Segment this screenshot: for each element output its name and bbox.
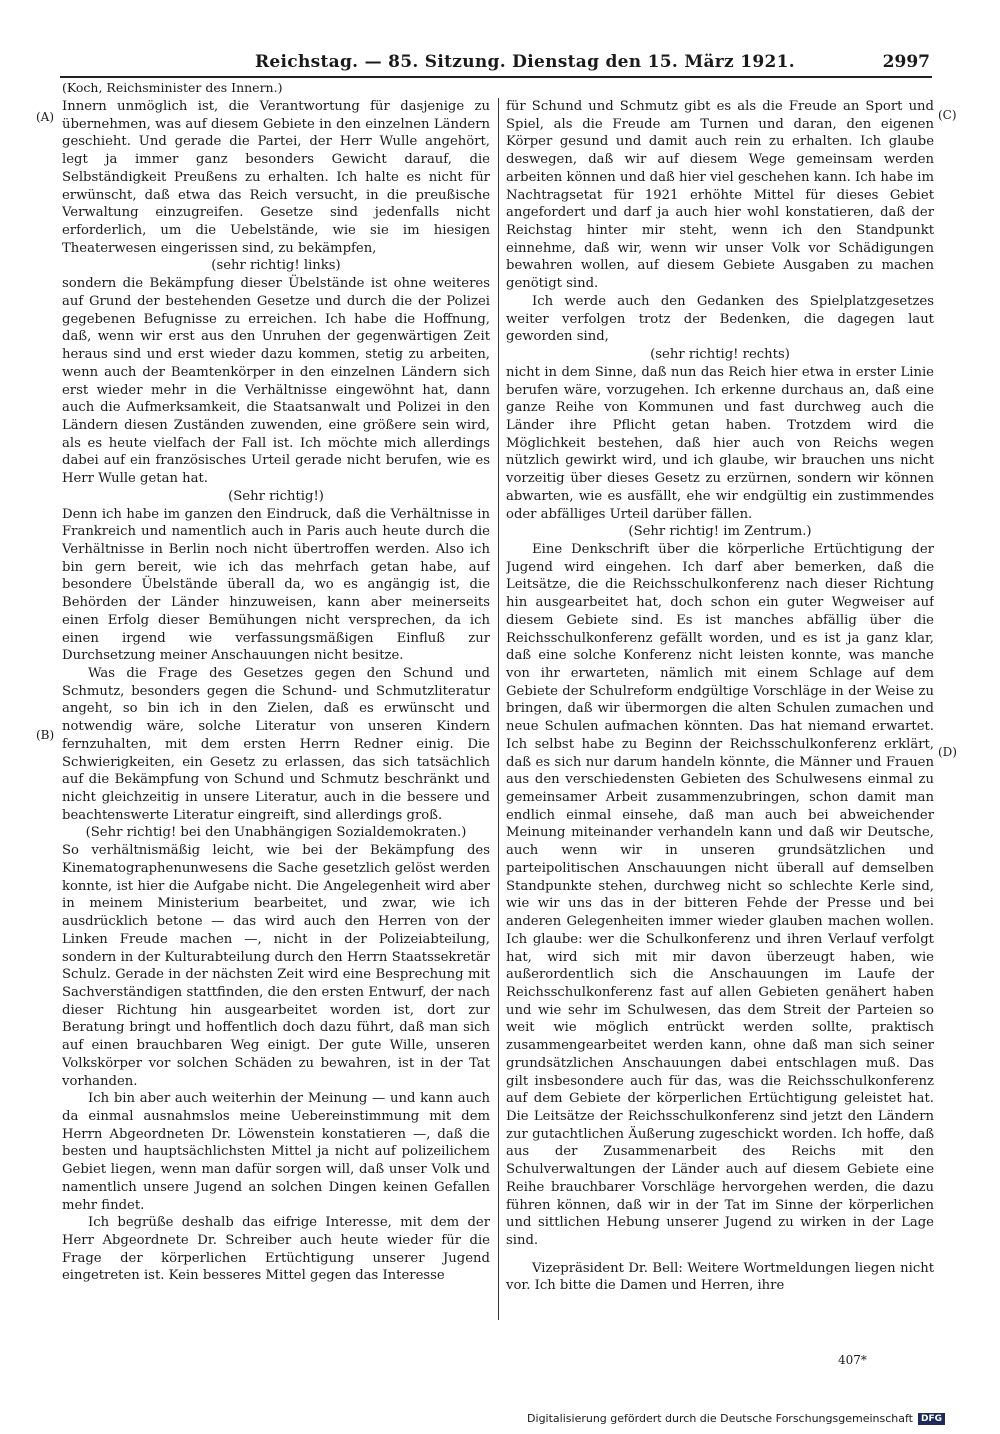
speaker-paragraph: Vizepräsident Dr. Bell: Weitere Wortmeldungen liegen nicht vor. Ich bitte die Damen und Herren, ihre [506, 1260, 934, 1294]
page-header [60, 52, 930, 76]
header-rule [60, 76, 932, 78]
paragraph: nicht in dem Sinne, daß nun das Reich hier etwa in erster Linie berufen wäre, vorzugehen. Ich erkenne durchaus an, daß eine ganze Reihe von Kommunen und fast durchweg auch die Länder ihre Pflicht getan haben. Trotzdem wird die Möglichkeit bestehen, daß hier auch von Reichs wegen nützlich gewirkt wird, und ich glaube, wir brauchen uns nicht vorzeitig über dieses Gesetz zu erzürnen, sondern wir können abwarten, wie es ausfällt, ehe wir endgültig ein zustimmendes oder abfälliges Urteil darüber fällen. [506, 364, 934, 522]
margin-mark-b: (B) [36, 728, 55, 742]
paragraph: für Schund und Schmutz gibt es als die Freude an Sport und Spiel, als die Freude am Turnen und daran, den eigenen Körper gesund und damit auch rein zu erhalten. Ich glaube deswegen, daß wir auf diesem Wege gemeinsam werden arbeiten können und daß hier viel geschehen kann. Ich habe im Nachtragsetat für 1921 erhöhte Mittel für dieses Gebiet angefordert und darf ja auch hier wohl konstatieren, daß der Reichstag hinter mir steht, wenn ich den Standpunkt einnehme, daß wir, wenn wir unser Volk vor Schädigungen bewahren wollen, auf diesem Gebiete Ausgaben zu machen genötigt sind. [506, 99, 934, 292]
paragraph: Was die Frage des Gesetzes gegen den Schund und Schmutz, besonders gegen die Schund- und Schmutzliteratur angeht, so bin ich in den Zielen, daß es erwünscht und notwendig wäre, solche Literatur von unseren Kindern fernzuhalten, mit dem ersten Herrn Redner einig. Die Schwierigkeiten, ein Gesetz zu erlassen, das sich tatsächlich auf die Bekämpfung von Schund und Schmutz beschränkt und nicht gleichzeitig in unsere Literatur, auch in die bessere und beachtenswerte Literatur eingreift, sind allerdings groß. [62, 666, 490, 823]
sheet-number: 407* [838, 1353, 867, 1367]
dfg-logo: DFG [918, 1413, 945, 1425]
session-title: Reichstag. — 85. Sitzung. Dienstag den 15. März 1921. [255, 52, 795, 72]
paragraph: Innern unmöglich ist, die Verantwortung für dasjenige zu übernehmen, was auf diesem Gebiete in den einzelnen Ländern geschieht. Und gerade die Partei, der Herr Wulle angehört, legt ja immer ganz besonders Gewicht darauf, die Selbständigkeit Preußens zu erhalten. Ich halte es nicht für erwünscht, daß etwa das Reich versucht, in die preußische Verwaltung einzugreifen. Gesetze sind jedenfalls nicht erforderlich, um die Uebelstände, wie sie im hiesigen Theaterwesen eingerissen sind, zu bekämpfen, [62, 99, 490, 256]
paragraph: Ich bin aber auch weiterhin der Meinung — und kann auch da einmal ausnahmslos meine Uebereinstimmung mit dem Herrn Abgeordneten Dr. Löwenstein konstatieren —, daß die besten und hauptsächlichsten Mittel ja nicht auf polizeilichem Gebiet liegen, wenn man dafür sorgen will, daß unser Volk und namentlich unsere Jugend an solchen Dingen keinen Gefallen mehr findet. [62, 1091, 490, 1213]
credit-text: Digitalisierung gefördert durch die Deutsche Forschungsgemeinschaft [527, 1412, 913, 1425]
interjection: (Sehr richtig!) [228, 488, 324, 504]
left-column [62, 98, 490, 1320]
paragraph: Ich werde auch den Gedanken des Spielplatzgesetzes weiter verfolgen trotz der Bedenken, die dagegen laut geworden sind, [506, 293, 934, 345]
paragraph: sondern die Bekämpfung dieser Übelstände ist ohne weiteres auf Grund der bestehenden Gesetze und durch die der Polizei gegebenen Befugnisse zu erreichen. Ich habe die Hoffnung, daß, wenn wir erst aus den Unruhen der gegenwärtigen Zeit heraus sind und erst wieder dazu kommen, stetig zu arbeiten, wenn auch der Beamtenkörper in den einzelnen Ländern sich erst wieder mehr in die Verhältnisse eingewöhnt hat, dann auch die Aufmerksamkeit, die Staatsanwalt und Polizei in den Ländern diesen Zuständen zuwenden, eine größere sein wird, als es heute vielfach der Fall ist. Ich möchte mich allerdings dabei auf ein französisches Urteil gerade nicht berufen, wie es Herr Wulle getan hat. [62, 276, 490, 487]
margin-mark-c: (C) [938, 108, 957, 122]
paragraph: Denn ich habe im ganzen den Eindruck, daß die Verhältnisse in Frankreich und namentlich auch in Paris auch heute durch die Verhältnisse in Berlin noch nicht übertroffen werden. Also ich bin gern bereit, wie ich das mehrfach getan habe, auf besondere Übelstände überall da, wo es angängig ist, die Behörden der Länder hinzuweisen, kann aber meinerseits einen Erfolg dieser Bemühungen nicht versprechen, da ich einen irgend wie verfassungsmäßigen Einfluß zur Durchsetzung meiner Anschauungen nicht besitze. [62, 506, 490, 664]
page-number: 2997 [882, 52, 930, 72]
paragraph: Eine Denkschrift über die körperliche Ertüchtigung der Jugend wird eingehen. Ich darf aber bemerken, daß die Leitsätze, die die Reichsschulkonferenz nach dieser Richtung hin ausgearbeitet hat, doch schon ein guter Wegweiser auf diesem Gebiete sind. Es ist manches abfällig über die Reichsschulkonferenz gefällt worden, und es ist ja ganz klar, daß eine solche Konferenz nicht leisten konnte, was manche von ihr erwarteten, nämlich mit einem Schlage auf dem Gebiete der Schulreform endgültige Vorschläge in der Weise zu bringen, daß wir übermorgen die alten Schulen zumachen und neue Schulen aufmachen könnten. Das hat niemand erwartet. Ich selbst habe zu Beginn der Reichsschulkonferenz erklärt, daß es sich nur darum handeln könnte, die Männer und Frauen aus den verschiedensten Gebieten des Schulwesens einmal zu gemeinsamer Arbeit zusammenzubringen, schon damit man endlich einmal einsehe, daß man auch bei abweichender Meinung miteinander verhandeln kann und daß wir Deutsche, auch wenn wir in unseren grundsätzlichen und parteipolitischen Anschauungen nicht überall auf demselben Standpunkte stehen, durchweg nicht so schlechte Kerle sind, wie wir uns das in der bitteren Fehde der Presse und bei anderen Gelegenheiten immer wieder glauben machen wollen. Ich glaube: wer die Schulkonferenz und ihren Verlauf verfolgt hat, wird sich mit mir davon überzeugt haben, wie außerordentlich sich die Anschauungen im Laufe der Reichsschulkonferenz fast auf allen Gebieten genähert haben und wie sehr im Schulwesen, das dem Streit der Parteien so weit wie möglich entrückt werden sollte, praktisch zusammengearbeitet werden kann, ohne daß man sich seiner grundsätzlichen Anschauungen dabei entschlagen muß. Das gilt insbesondere auch für das, was die Reichsschulkonferenz auf dem Gebiete der körperlichen Ertüchtigung geleistet hat. Die Leitsätze der Reichsschulkonferenz sind jetzt den Ländern zur gutachtlichen Äußerung zugeschickt worden. Ich hoffe, daß aus der Zusammenarbeit des Reichs mit den Schulverwaltungen der Länder auch auf diesem Gebiete eine Reihe brauchbarer Vorschläge hervorgehen werden, die dazu führen können, daß wir in der Tat im Sinne der körperlichen und sittlichen Hebung unserer Jugend zu wirken in der Lage sind. [506, 541, 934, 1248]
paragraph: Ich begrüße deshalb das eifrige Interesse, mit dem der Herr Abgeordnete Dr. Schreiber auch heute wieder für die Frage der körperlichen Ertüchtigung unserer Jugend eingetreten ist. Kein besseres Mittel gegen das Interesse [62, 1215, 490, 1284]
column-divider [498, 98, 499, 1320]
interjection: (Sehr richtig! bei den Unabhängigen Sozialdemokraten.) [85, 825, 467, 841]
margin-mark-d: (D) [938, 745, 957, 759]
digitization-credit [527, 1412, 945, 1425]
right-column [506, 98, 934, 1350]
interjection: (Sehr richtig! im Zentrum.) [628, 524, 812, 540]
interjection: (sehr richtig! links) [211, 258, 341, 274]
interjection: (sehr richtig! rechts) [650, 347, 790, 363]
margin-mark-a: (A) [36, 110, 55, 124]
paragraph: So verhältnismäßig leicht, wie bei der Bekämpfung des Kinematographenunwesens die Sache gesetzlich gelöst werden konnte, ist hier die Aufgabe nicht. Die Angelegenheit wird aber in meinem Ministerium bearbeitet, und zwar, wie ich ausdrücklich betone — das wird auch den Herren von der Linken Freude machen —, nicht in der Polizeiabteilung, sondern in der Kulturabteilung durch den Herrn Staatssekretär Schulz. Gerade in der nächsten Zeit wird eine Besprechung mit Sachverständigen stattfinden, die den ersten Entwurf, der nach dieser Richtung hin ausgearbeitet worden ist, dort zur Beratung bringt und hoffentlich doch dazu führt, daß man sich auf einen brauchbaren Weg einigt. Der gute Wille, unseren Volkskörper vor solchen Schäden zu bewahren, ist in der Tat vorhanden. [62, 843, 490, 1089]
speaker-line: (Koch, Reichsminister des Innern.) [62, 80, 283, 95]
